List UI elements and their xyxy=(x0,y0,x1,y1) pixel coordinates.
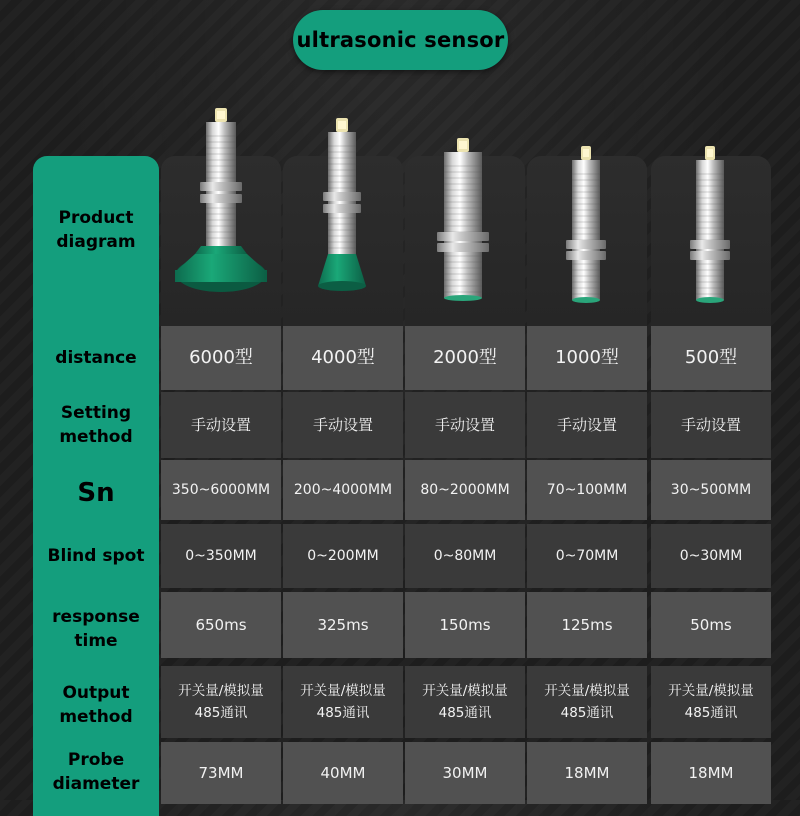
cell-output-method: 开关量/模拟量 485通讯 xyxy=(283,666,403,738)
cell-response-time: 650ms xyxy=(161,592,281,658)
cell-blind-spot: 0~80MM xyxy=(405,524,525,588)
label-response-time: response time xyxy=(52,607,140,651)
cell-setting-method: 手动设置 xyxy=(283,392,403,458)
cell-sn: 70~100MM xyxy=(527,460,647,520)
cell-sn: 350~6000MM xyxy=(161,460,281,520)
cell-blind-spot: 0~70MM xyxy=(527,524,647,588)
label-product-diagram: Product diagram xyxy=(56,208,136,252)
label-distance: distance xyxy=(55,348,137,368)
cell-probe-diameter: 73MM xyxy=(161,742,281,804)
cell-output-method: 开关量/模拟量 485通讯 xyxy=(651,666,771,738)
cell-sn: 30~500MM xyxy=(651,460,771,520)
cell-distance: 6000型 xyxy=(161,326,281,390)
cell-probe-diameter: 30MM xyxy=(405,742,525,804)
cell-sn: 80~2000MM xyxy=(405,460,525,520)
cell-setting-method: 手动设置 xyxy=(651,392,771,458)
cell-setting-method: 手动设置 xyxy=(527,392,647,458)
cylinder-sensor-icon xyxy=(437,138,489,301)
label-output-method: Output method xyxy=(59,683,133,727)
cell-blind-spot: 0~200MM xyxy=(283,524,403,588)
label-probe-diameter: Probe diameter xyxy=(52,750,140,794)
cell-response-time: 325ms xyxy=(283,592,403,658)
cell-output-method: 开关量/模拟量 485通讯 xyxy=(527,666,647,738)
cylinder-sensor-icon xyxy=(566,146,606,303)
cell-setting-method: 手动设置 xyxy=(405,392,525,458)
cell-distance: 4000型 xyxy=(283,326,403,390)
label-setting-method: Setting method xyxy=(59,403,133,447)
cell-distance: 1000型 xyxy=(527,326,647,390)
cell-probe-diameter: 40MM xyxy=(283,742,403,804)
label-blind-spot: Blind spot xyxy=(47,546,145,566)
label-sn: Sn xyxy=(77,478,115,508)
cell-response-time: 50ms xyxy=(651,592,771,658)
cell-output-method: 开关量/模拟量 485通讯 xyxy=(405,666,525,738)
cell-output-method: 开关量/模拟量 485通讯 xyxy=(161,666,281,738)
cylinder-sensor-icon xyxy=(690,146,730,303)
cell-blind-spot: 0~350MM xyxy=(161,524,281,588)
sensor-with-green-cone-icon xyxy=(318,118,366,291)
cell-setting-method: 手动设置 xyxy=(161,392,281,458)
page-title: ultrasonic sensor xyxy=(296,28,505,52)
cell-response-time: 150ms xyxy=(405,592,525,658)
cell-blind-spot: 0~30MM xyxy=(651,524,771,588)
cell-probe-diameter: 18MM xyxy=(527,742,647,804)
sensor-with-green-horn-icon xyxy=(175,108,267,292)
cell-distance: 500型 xyxy=(651,326,771,390)
cell-response-time: 125ms xyxy=(527,592,647,658)
cell-probe-diameter: 18MM xyxy=(651,742,771,804)
cell-distance: 2000型 xyxy=(405,326,525,390)
cell-sn: 200~4000MM xyxy=(283,460,403,520)
